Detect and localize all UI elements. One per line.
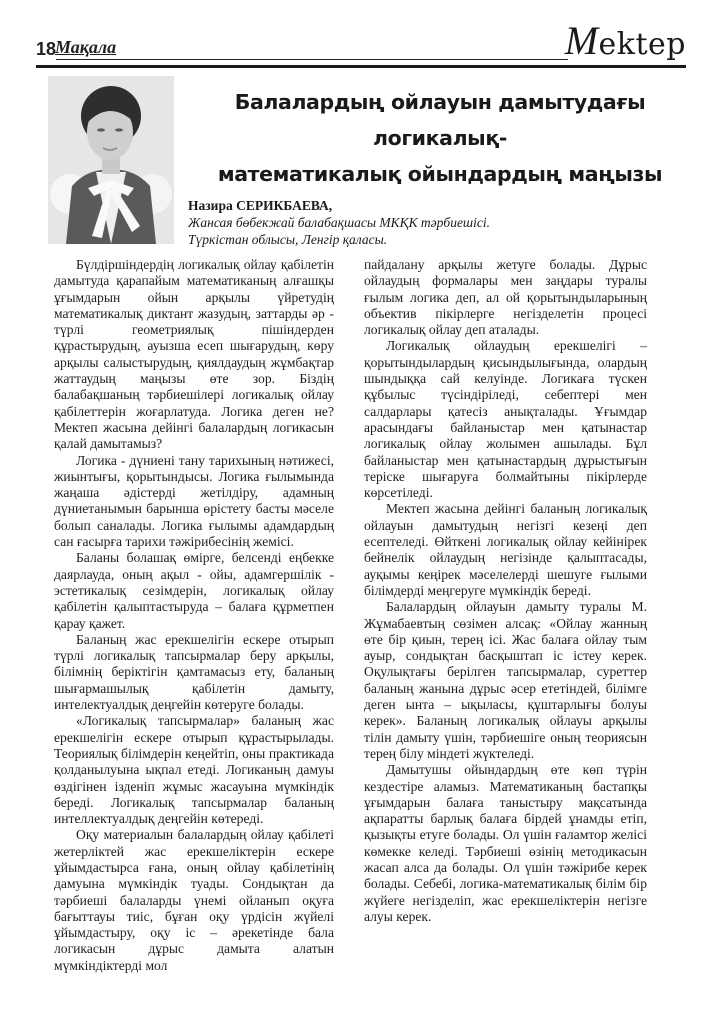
page-number: 18	[36, 39, 57, 59]
paragraph: Дамытушы ойындардың өте көп түрін кездестіре аламыз. Математиканың бастапқы ұғымдарын балаға таныстыру мақсатында ақпаратты барлық балаға бірдей ұнамды етіп, қызықты етуге болады. Ол үшін ғаламтор желісі көмекке келеді. Тәрбиеші өзінің методикасын жасап алса да болады. Ол үшін тәжірибе керек болады. Себебі, логика-математикалық білім бір жүйеге негізделіп, жас ерекшеліктерін негізге алуы керек.	[364, 762, 647, 924]
paragraph: Мектеп жасына дейінгі баланың логикалық ойлауын дамытудың негізгі кезеңі деп есептеледі. Өйткені логикалық ойлау кейінірек бейнелік ойлаудың негізінде қалыптасады, ауқымы кеңірек мәселелерді шешуге ғылыми білімдерді меңгеруге мүмкіндік береді.	[364, 501, 647, 598]
article-column-right	[364, 257, 647, 925]
magazine-logo	[564, 18, 686, 64]
author-block	[188, 197, 608, 248]
page-header	[36, 18, 686, 68]
paragraph-continued: пайдалану арқылы жетуге болады. Дұрыс ойлаудың формалары мен заңдары туралы ғылым логика деп, ал ой қорытындыларының объектив пікірлерге негізделетін процесі логикалық ойлау деп аталады.	[364, 257, 647, 338]
paragraph: Логикалық ойлаудың ерекшелігі – қорытындылардың қисындылығында, олардың шындыққа сай келуінде. Логикаға түскен құбылыс түсіндіріледі, себептері мен салдарлары қатесіз анықталады. Ұғымдар арасындағы байланыстар мен қатынастар логикалық ойлау жолымен ашылады. Бұл байланыстар мен қатынастардың дұрыстығын теріске шығаруға болмайтыны пікірлерде көрсетіледі.	[364, 338, 647, 501]
header-thick-rule	[36, 65, 686, 68]
author-position: Жансая бөбекжай балабақшасы МКҚК тәрбиешісі.	[188, 215, 490, 230]
author-location: Түркістан облысы, Ленгір қаласы.	[188, 232, 388, 247]
article-title-line-1: Балалардың ойлауын дамытудағы логикалық-	[234, 90, 646, 150]
paragraph: Балалардың ойлауын дамыту туралы М. Жұмабаевтың сөзімен алсақ: «Ойлау жанның өте бір қиын, терең ісі. Жас балаға ойлау тым ауыр, сондықтан басқыштап іс істеу керек. Оқулықтағы берілген тапсырмалар, суреттер баланың жанына дұрыс әсер ететіндей, білімге деген ынта – ықыласы, құштарлығы болуы керек». Баланың логикалық ойлауы арқылы тілін дамыту үшін, тәрбиешіге оның теориясын терең білу міндеті жүктеледі.	[364, 599, 647, 761]
logo-rest: ektep	[598, 27, 686, 62]
author-photo	[48, 76, 174, 244]
logo-initial: M	[564, 18, 599, 63]
paragraph: Бүлдіршіндердің логикалық ойлау қабілетін дамытуда қарапайым математиканың алғашқы ұғымдарын ойын арқылы үйретудің математикалық диктант жазудың, заттарды әр - түрлі геометриялық пішіндерден құрастырудың, ауызша есеп шығарудың, көру арқылы салыстырудың, қиялдаудың жұмбақтар жаттаудың маңызы өте зор. Біздің балабақшаның тәрбиешілері логикалық ойлау қабілеттерін жоғарлатуда. Логика деген не? Мектеп жасына дейінгі балалардың логикасын қалай дамытамыз?	[54, 257, 334, 452]
article-column-left	[54, 257, 334, 974]
portrait-image-icon	[48, 76, 174, 244]
paragraph: Оқу материалын балалардың ойлау қабілеті жетерліктей жас ерекшеліктерін ескере ұйымдастырса ғана, оның ойлау қабілетінің дамуына мүмкіндік туады. Сондықтан да тәрбиеші балаларды үнемі ойланып оқуға бағыттауы тиіс, бұған оқу үрдісін жүйелі ұйымдастыру, оқу іс – әрекетінде бала логикасын дұрыс дамыта алатын мүмкіндіктерді мол	[54, 827, 334, 973]
author-name: Назира СЕРИКБАЕВА,	[188, 198, 333, 213]
paragraph: Логика - дүниені тану тарихының нәтижесі, жиынтығы, қорытындысы. Логика ғылымында жаңаша әдістерді жетілдіру, адамның дүниетанымын барынша өрістету басты мәселе болып саналады. Логика ғылымы адамдардың сан ғасырға тарихи тәжірибесінің жемісі.	[54, 452, 334, 550]
paragraph: Баланың жас ерекшелігін ескере отырып түрлі логикалық тапсырмалар беру арқылы, білімнің беріктігін қамтамасыз ету, баланың шығармашылық қабілетін дамыту, интелектуалдық деңгейін көтеруге болады.	[54, 631, 334, 713]
paragraph: «Логикалық тапсырмалар» баланың жас ерекшелігін ескере отырып құрастырылады. Теориялық білімдерін кеңейтіп, оны практикада қолданылуына ықпал етеді. Логиканың дамуы өздігінен ізденіп жұмыс жасауына мүмкіндік береді. Логикалық тапсырмалар баланың интеллектуалдық деңгейін көтереді.	[54, 713, 334, 827]
header-thin-rule	[56, 59, 568, 60]
article-title-line-2: математикалық ойындардың маңызы	[217, 162, 663, 186]
paragraph: Баланы болашақ өмірге, белсенді еңбекке даярлауда, оның ақыл - ойы, адамгершілік - эстетикалық сезімдерін, логикалық ойлау қабілетін қалыптастыруда – балаға құрметпен қарау қажет.	[54, 550, 334, 631]
article-title	[194, 84, 686, 192]
section-label: Мақала	[55, 37, 117, 57]
